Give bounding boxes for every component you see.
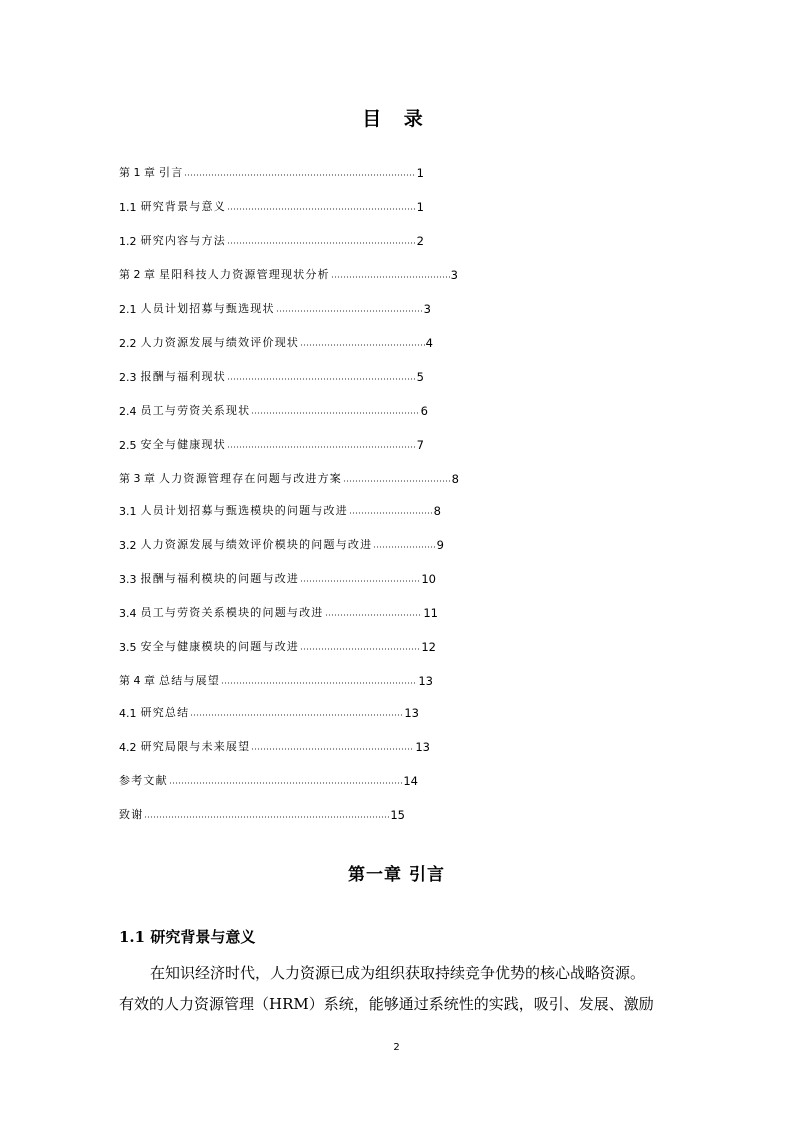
- toc-entry-label: 安全与健康模块的问题与改进: [140, 640, 300, 653]
- toc-entry-page: 15: [390, 808, 405, 822]
- chapter-heading: 第一章 引言: [348, 865, 445, 885]
- toc-entry[interactable]: [119, 704, 419, 720]
- toc-entry-number: 2.2: [119, 337, 137, 350]
- toc-leader-dots: [227, 377, 416, 381]
- toc-leader-dots: [221, 681, 417, 685]
- toc-entry-number: 第 1 章: [119, 166, 155, 179]
- toc-entry-label: 星阳科技人力资源管理现状分析: [159, 268, 330, 281]
- body-paragraph-line-1: 在知识经济时代，人力资源已成为组织获取持续竞争优势的核心战略资源。: [150, 964, 646, 982]
- toc-leader-dots: [300, 579, 420, 583]
- toc-entry[interactable]: [119, 570, 436, 586]
- toc-leader-dots: [227, 207, 416, 211]
- toc-leader-dots: [349, 511, 433, 515]
- toc-entry-number: 2.1: [119, 303, 137, 316]
- toc-entry-page: 9: [436, 538, 444, 552]
- toc-entry-page: 13: [404, 706, 419, 720]
- toc-entry-label: 人力资源发展与绩效评价模块的问题与改进: [140, 538, 373, 551]
- toc-entry-label: 员工与劳资关系模块的问题与改进: [140, 606, 324, 619]
- toc-entry-label: 研究内容与方法: [140, 234, 226, 247]
- toc-entry-page: 5: [416, 370, 424, 384]
- toc-entry-label: 员工与劳资关系现状: [140, 404, 251, 417]
- toc-entry-page: 12: [421, 640, 436, 654]
- toc-leader-dots: [343, 479, 451, 483]
- toc-entry-label: 致谢: [119, 808, 144, 821]
- toc-leader-dots: [184, 173, 415, 177]
- toc-entry[interactable]: [119, 536, 444, 552]
- toc-entry[interactable]: [119, 334, 433, 350]
- toc-entry-number: 2.4: [119, 405, 137, 418]
- toc-entry-page: 1: [416, 166, 424, 180]
- toc-entry-number: 2.5: [119, 439, 137, 452]
- toc-entry[interactable]: [119, 604, 438, 620]
- toc-entry-page: 8: [433, 504, 441, 518]
- toc-entry-number: 2.3: [119, 371, 137, 384]
- toc-leader-dots: [300, 343, 425, 347]
- toc-entry-number: 4.1: [119, 707, 137, 720]
- toc-entry-label: 报酬与福利模块的问题与改进: [140, 572, 300, 585]
- toc-entry-page: 2: [416, 234, 424, 248]
- toc-entry[interactable]: [119, 436, 424, 452]
- toc-leader-dots: [276, 309, 423, 313]
- toc-leader-dots: [251, 411, 419, 415]
- toc-entry-label: 研究背景与意义: [140, 200, 226, 213]
- toc-entry-label: 人员计划招募与甄选模块的问题与改进: [140, 504, 348, 517]
- toc-entry-number: 3.3: [119, 573, 137, 586]
- toc-entry-page: 8: [451, 472, 459, 486]
- toc-entry-label: 引言: [159, 166, 184, 179]
- toc-entry-number: 第 4 章: [119, 674, 155, 687]
- toc-entry-page: 1: [416, 200, 424, 214]
- toc-entry-number: 3.5: [119, 641, 137, 654]
- toc-entry[interactable]: [119, 232, 424, 248]
- toc-entry-number: 1.2: [119, 235, 137, 248]
- toc-entry[interactable]: [119, 402, 428, 418]
- toc-entry-number: 4.2: [119, 741, 137, 754]
- toc-entry-label: 研究局限与未来展望: [140, 740, 251, 753]
- toc-entry-page: 11: [423, 606, 438, 620]
- toc-entry-number: 3.4: [119, 607, 137, 620]
- toc-entry-label: 人力资源发展与绩效评价现状: [140, 336, 300, 349]
- toc-entry[interactable]: [119, 638, 436, 654]
- toc-entry-number: 第 3 章: [119, 472, 155, 485]
- toc-leader-dots: [227, 241, 416, 245]
- toc-leader-dots: [331, 275, 450, 279]
- toc-entry-label: 报酬与福利现状: [140, 370, 226, 383]
- toc-entry[interactable]: [119, 738, 430, 754]
- toc-leader-dots: [190, 713, 403, 717]
- toc-entry-page: 14: [403, 774, 418, 788]
- toc-entry-page: 10: [421, 572, 436, 586]
- page-number: 2: [393, 1042, 400, 1053]
- toc-entry-label: 研究总结: [140, 706, 190, 719]
- toc-entry[interactable]: [119, 300, 431, 316]
- toc-entry-label: 安全与健康现状: [140, 438, 226, 451]
- body-paragraph-line-2: 有效的人力资源管理（HRM）系统，能够通过系统性的实践，吸引、发展、激励: [119, 995, 654, 1013]
- toc-entry[interactable]: [119, 672, 433, 688]
- toc-entry[interactable]: [119, 198, 424, 214]
- toc-entry-number: 第 2 章: [119, 268, 155, 281]
- toc-entry[interactable]: [119, 368, 424, 384]
- toc-entry-label: 人员计划招募与甄选现状: [140, 302, 275, 315]
- toc-entry-page: 13: [418, 674, 433, 688]
- toc-entry-number: 3.1: [119, 505, 137, 518]
- toc-entry-label: 总结与展望: [159, 674, 220, 687]
- toc-leader-dots: [325, 613, 423, 617]
- toc-entry[interactable]: [119, 502, 441, 518]
- toc-entry-label: 参考文献: [119, 774, 168, 787]
- section-heading: 1.1 研究背景与意义: [119, 928, 256, 946]
- toc-leader-dots: [227, 445, 416, 449]
- toc-entry-page: 3: [450, 268, 458, 282]
- toc-entry-page: 13: [415, 740, 430, 754]
- toc-leader-dots: [373, 545, 435, 549]
- toc-entry-number: 1.1: [119, 201, 137, 214]
- toc-entry-page: 3: [423, 302, 431, 316]
- toc-entry-page: 7: [416, 438, 424, 452]
- toc-entry[interactable]: [119, 772, 418, 788]
- toc-entry[interactable]: [119, 806, 405, 822]
- toc-entry-page: 6: [420, 404, 428, 418]
- toc-title: 目 录: [362, 108, 431, 130]
- toc-entry-label: 人力资源管理存在问题与改进方案: [159, 472, 342, 485]
- toc-entry-page: 4: [425, 336, 433, 350]
- toc-leader-dots: [144, 815, 389, 819]
- toc-leader-dots: [300, 647, 420, 651]
- toc-leader-dots: [169, 781, 403, 785]
- toc-leader-dots: [251, 747, 414, 751]
- toc-entry[interactable]: [119, 470, 459, 486]
- toc-entry[interactable]: [119, 266, 458, 282]
- toc-entry-number: 3.2: [119, 539, 137, 552]
- toc-entry[interactable]: [119, 164, 424, 180]
